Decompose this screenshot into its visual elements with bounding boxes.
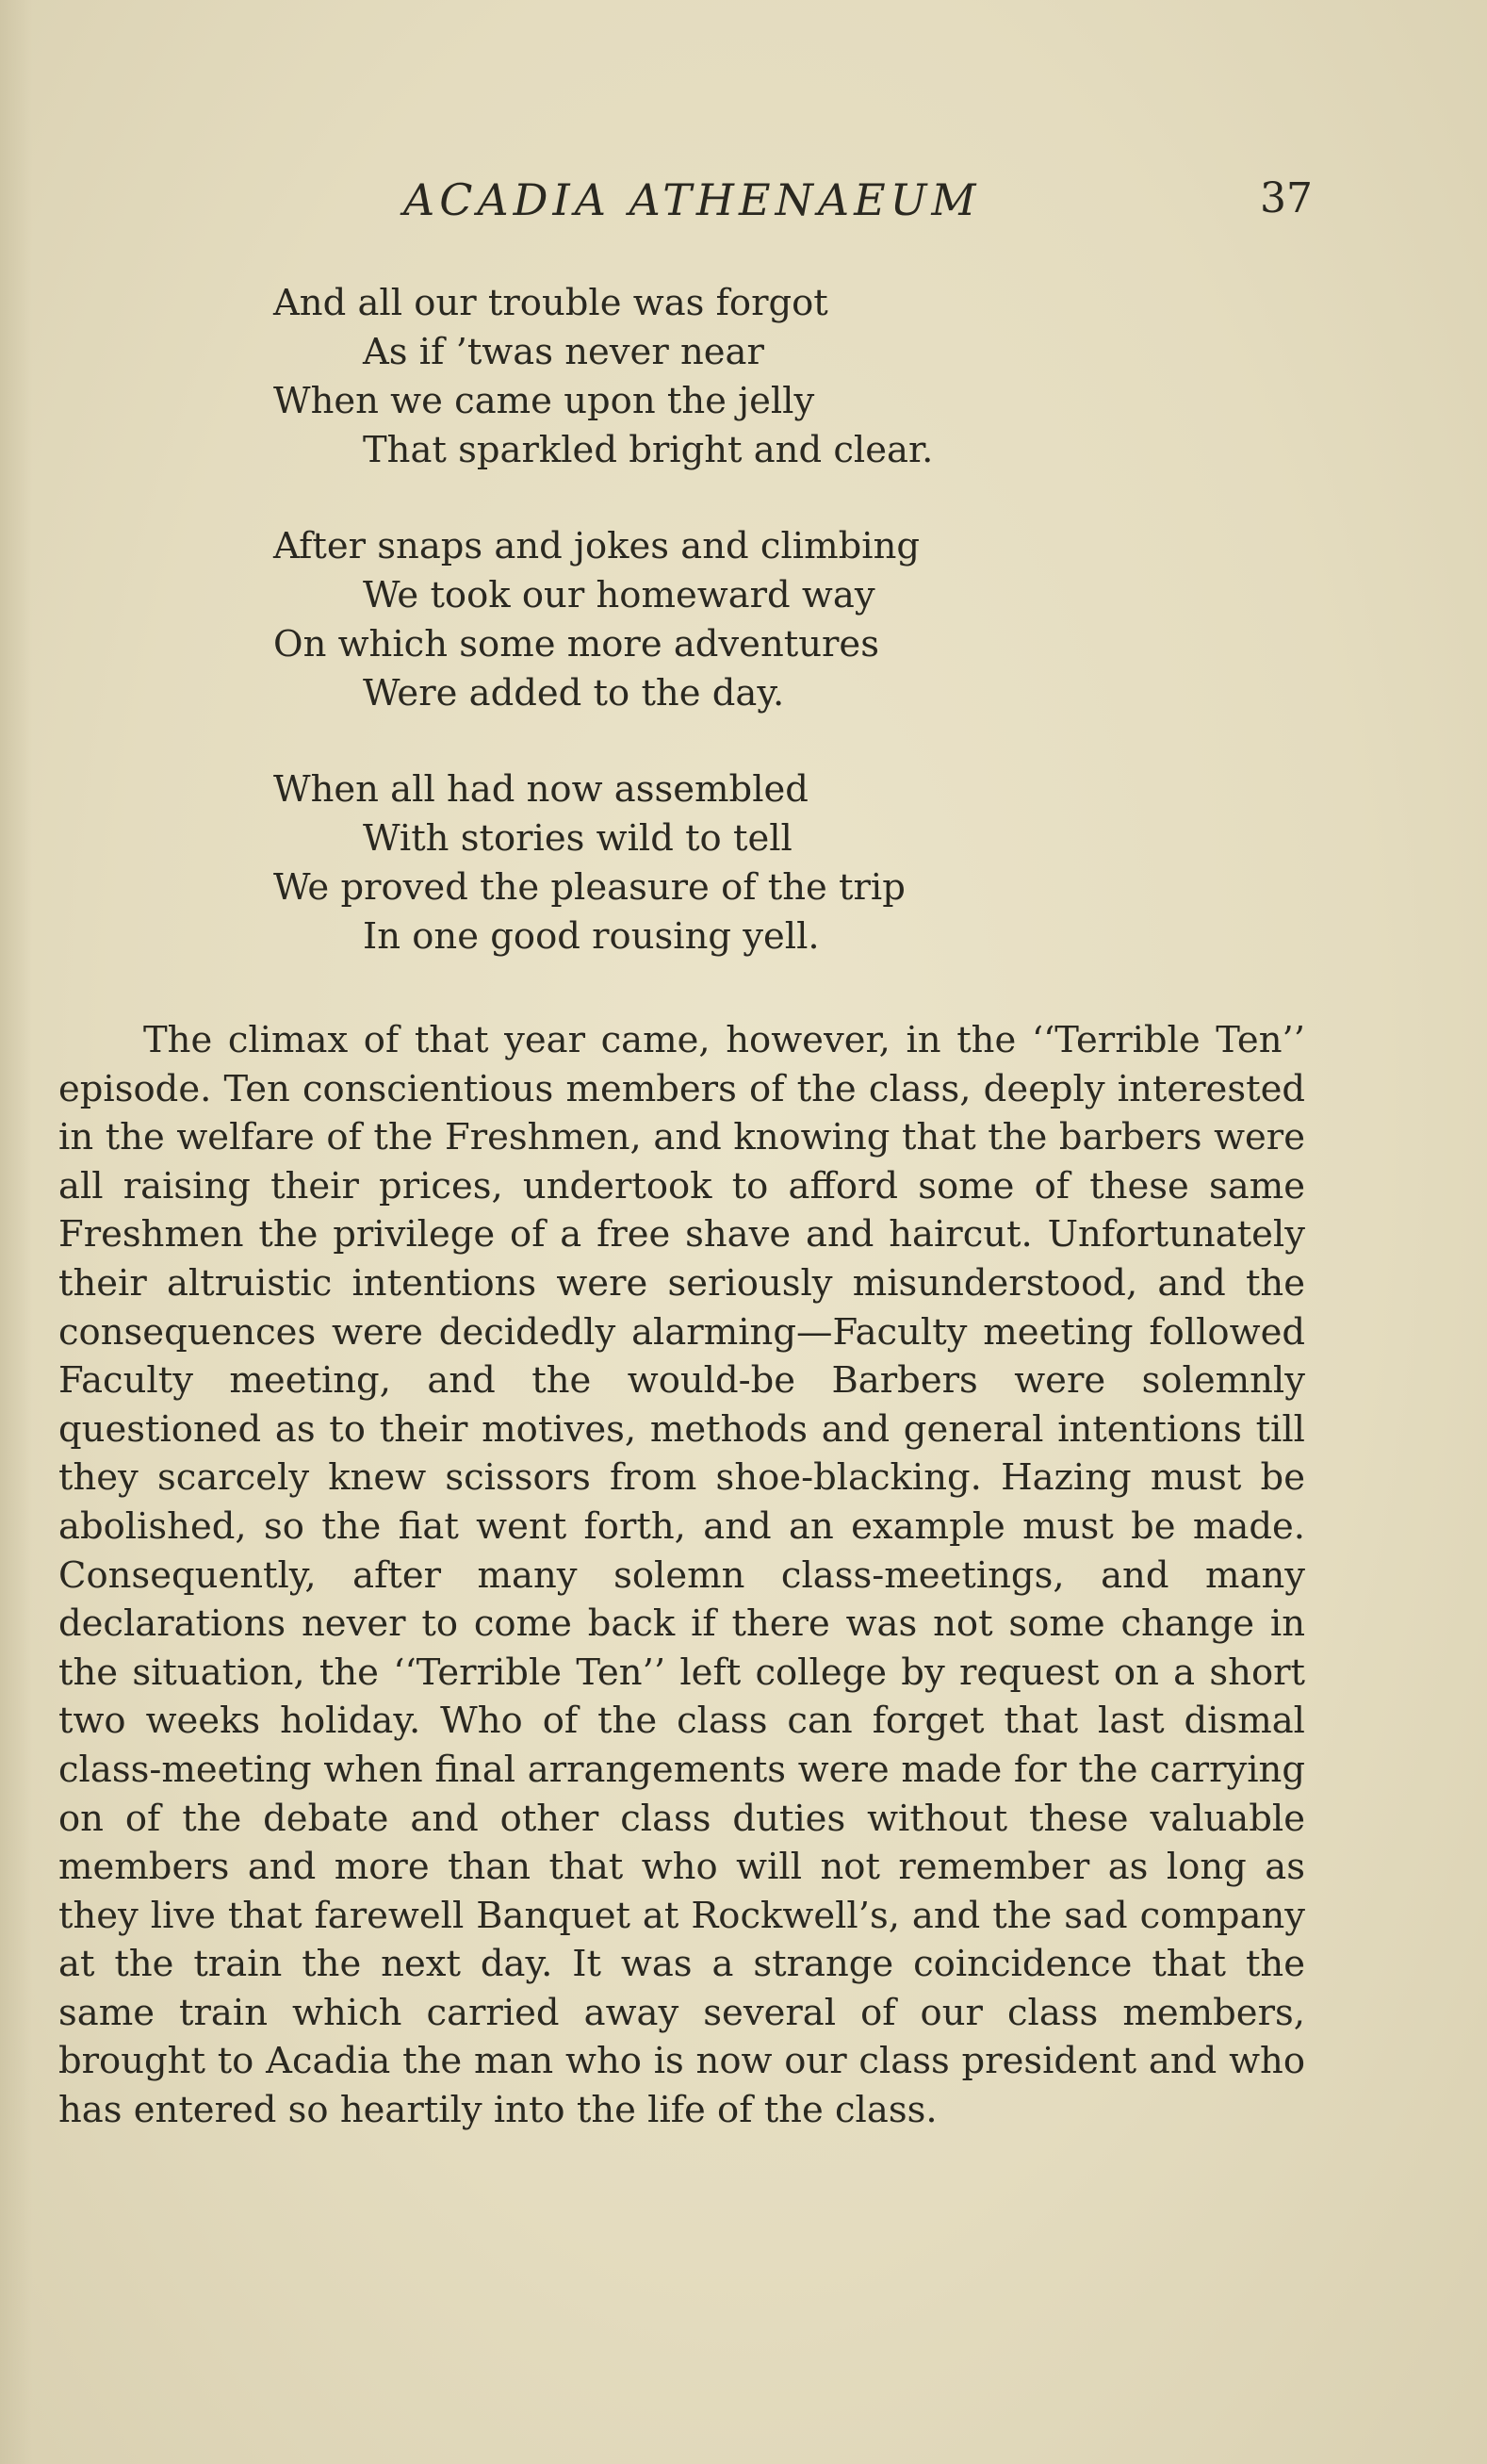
verse-line: We took our homeward way bbox=[363, 574, 875, 616]
page-number: 37 bbox=[1260, 174, 1313, 222]
verse-line: With stories wild to tell bbox=[363, 817, 793, 860]
poem bbox=[273, 279, 1121, 1009]
body-paragraph: The climax of that year came, however, in the ‘‘Terrible Ten’’ episode. Ten conscientious members of the class, deeply interested in the welfare of the Freshmen, and knowing that the barbers were all raising their prices, undertook to afford some of these same Freshmen the privilege of a free shave and haircut. Unfortunately their altruistic intentions were seriously misunderstood, and the consequences were decidedly alarming—Faculty meeting followed Faculty meeting, and the would-be Barbers were solemnly questioned as to their motives, methods and general intentions till they scarcely knew scissors from shoe-blacking. Hazing must be abolished, so the fiat went forth, and an example must be made. Consequently, after many solemn class-meetings, and many declarations never to come back if there was not some change in the situation, the ‘‘Terrible Ten’’ left college by request on a short two weeks holiday. Who of the class can forget that last dismal class-meeting when final arrangements were made for the carrying on of the debate and other class duties without these valuable members and more than that who will not remember as long as they live that farewell Banquet at Rockwell’s, and the sad company at the train the next day. It was a strange coincidence that the same train which carried away several of our class members, brought to Acadia the man who is now our class president and who has entered so heartily into the life of the class. bbox=[58, 1019, 1305, 2132]
verse-line: We proved the pleasure of the trip bbox=[273, 866, 906, 909]
verse-line: On which some more adventures bbox=[273, 623, 879, 665]
verse-line: When all had now assembled bbox=[273, 768, 809, 811]
stanza bbox=[273, 765, 1121, 961]
verse-line: After snaps and jokes and climbing bbox=[273, 525, 921, 567]
verse-line: In one good rousing yell. bbox=[363, 915, 820, 958]
running-title: ACADIA ATHENAEUM bbox=[403, 174, 981, 225]
verse-line: And all our trouble was forgot bbox=[273, 282, 828, 324]
page-header bbox=[0, 174, 1487, 240]
stanza bbox=[273, 522, 1121, 718]
page-spine-shadow bbox=[0, 0, 32, 2464]
stanza bbox=[273, 279, 1121, 475]
verse-line: Were added to the day. bbox=[363, 672, 785, 715]
verse-line: That sparkled bright and clear. bbox=[363, 429, 934, 471]
verse-line: When we came upon the jelly bbox=[273, 380, 815, 422]
verse-line: As if ’twas never near bbox=[363, 331, 764, 373]
